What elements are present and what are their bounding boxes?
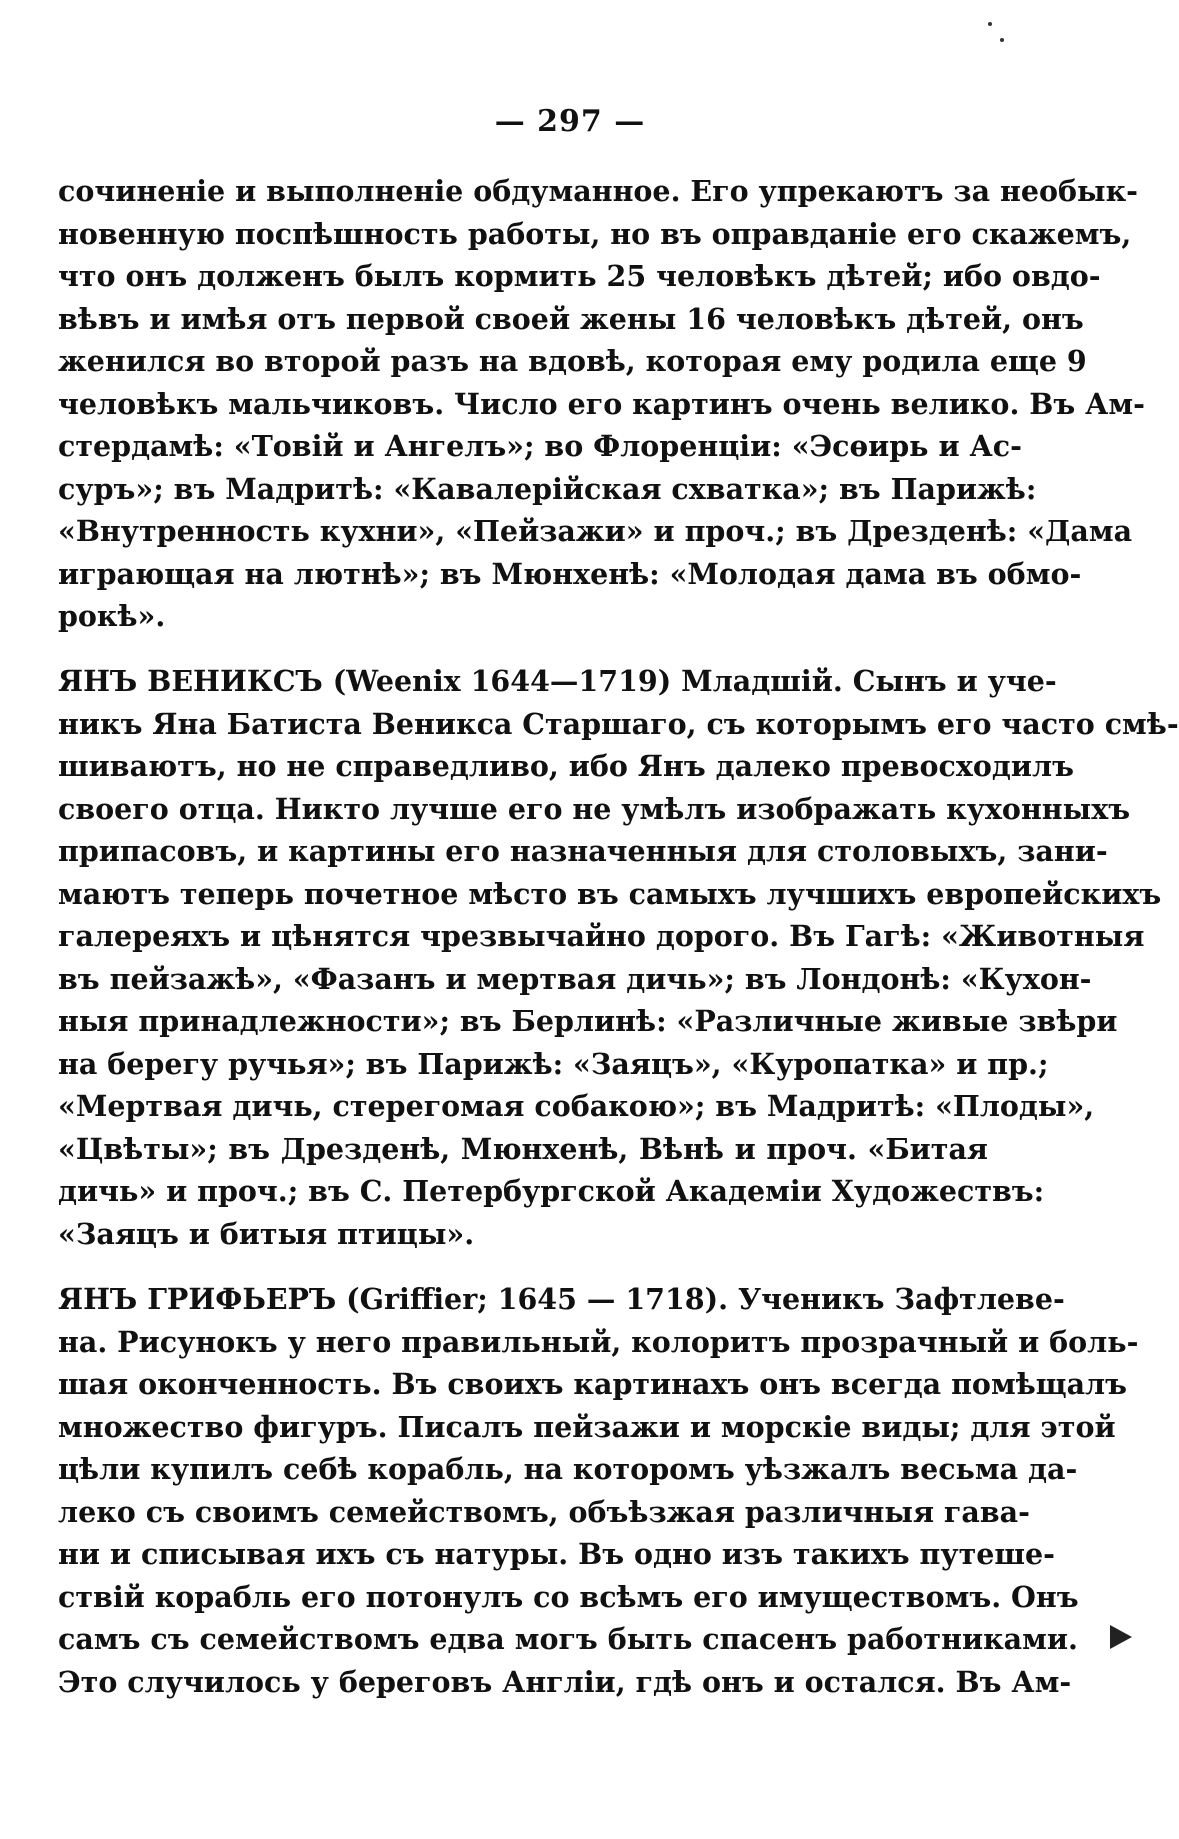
text-line: припасовъ, и картины его назначенныя для столовыхъ, зани-: [58, 834, 1108, 868]
text-line: дичь» и проч.; въ С. Петербургской Академіи Художествъ:: [58, 1174, 1045, 1208]
scan-speck: [988, 22, 992, 26]
text-line: вѣвъ и имѣя отъ первой своей жены 16 человѣкъ дѣтей, онъ: [58, 301, 1084, 336]
text-line: множество фигуръ. Писалъ пейзажи и морскіе виды; для этой: [58, 1409, 1116, 1444]
text-line: женился во второй разъ на вдовѣ, которая ему родила еще 9: [58, 344, 1087, 378]
text-line: галереяхъ и цѣнятся чрезвычайно дорого. Въ Гагѣ: «Животныя: [58, 919, 1145, 953]
text-line: ствій корабль его потонулъ со всѣмъ его имуществомъ. Онъ: [58, 1579, 1079, 1614]
text-line: своего отца. Никто лучше его не умѣлъ изображать кухонныхъ: [58, 791, 1131, 826]
text-line: играющая на лютнѣ»; въ Мюнхенѣ: «Молодая дама въ обмо-: [58, 556, 1082, 591]
text-line: леко съ своимъ семействомъ, объѣзжая различныя гава-: [58, 1494, 1030, 1529]
page-turn-arrow-icon: [1110, 1625, 1132, 1649]
text-line: что онъ долженъ былъ кормить 25 человѣкъ дѣтей; ибо овдо-: [58, 259, 1101, 293]
text-line: шая оконченность. Въ своихъ картинахъ онъ всегда помѣщалъ: [58, 1367, 1128, 1401]
text-line: ЯНЪ ГРИФЬЕРЪ (Griffier; 1645 — 1718). Ученикъ Зафтлеве-: [58, 1282, 1065, 1316]
text-line: стердамѣ: «Товій и Ангелъ»; во Флоренціи: «Эсѳирь и Ас-: [58, 429, 1022, 463]
paragraph-2: [58, 660, 1179, 1255]
text-line: человѣкъ мальчиковъ. Число его картинъ очень велико. Въ Ам-: [58, 386, 1145, 421]
text-line: въ пейзажѣ», «Фазанъ и мертвая дичь»; въ Лондонѣ: «Кухон-: [58, 961, 1092, 996]
text-line: «Цвѣты»; въ Дрезденѣ, Мюнхенѣ, Вѣнѣ и проч. «Битая: [58, 1131, 988, 1166]
text-line: никъ Яна Батиста Веникса Старшаго, съ которымъ его часто смѣ-: [58, 706, 1179, 741]
paragraph-3: [58, 1278, 1139, 1703]
text-line: цѣли купилъ себѣ корабль, на которомъ уѣзжалъ весьма да-: [58, 1452, 1078, 1486]
text-line: ЯНЪ ВЕНИКСЪ (Weenix 1644—1719) Младшій. Сынъ и уче-: [58, 664, 1057, 698]
text-line: «Заяцъ и битыя птицы».: [58, 1216, 475, 1251]
text-line: на берегу ручья»; въ Парижѣ: «Заяцъ», «Куропатка» и пр.;: [58, 1046, 1049, 1081]
page-number: — 297 —: [494, 104, 646, 139]
scan-speck: [1000, 38, 1004, 42]
text-line: самъ съ семействомъ едва могъ быть спасенъ работниками.: [58, 1622, 1078, 1656]
text-line: ныя принадлежности»; въ Берлинѣ: «Различные живые звѣри: [58, 1004, 1118, 1038]
text-line: рокѣ».: [58, 599, 166, 633]
text-line: «Внутренность кухни», «Пейзажи» и проч.; въ Дрезденѣ: «Дама: [58, 514, 1133, 548]
text-line: суръ»; въ Мадритѣ: «Кавалерійская схватка»; въ Парижѣ:: [58, 471, 1037, 506]
text-line: шиваютъ, но не справедливо, ибо Янъ далеко превосходилъ: [58, 749, 1074, 783]
text-line: маютъ теперь почетное мѣсто въ самыхъ лучшихъ европейскихъ: [58, 876, 1162, 911]
paragraph-1: [58, 170, 1145, 638]
text-line: на. Рисунокъ у него правильный, колоритъ прозрачный и боль-: [58, 1324, 1139, 1359]
text-line: «Мертвая дичь, стерегомая собакою»; въ Мадритѣ: «Плоды»,: [58, 1089, 1095, 1123]
text-line: Это случилось у береговъ Англіи, гдѣ онъ и остался. Въ Ам-: [58, 1664, 1072, 1699]
text-line: ни и списывая ихъ съ натуры. Въ одно изъ такихъ путеше-: [58, 1537, 1056, 1571]
text-line: сочиненіе и выполненіе обдуманное. Его упрекаютъ за необык-: [58, 174, 1138, 208]
text-line: новенную поспѣшность работы, но въ оправданіе его скажемъ,: [58, 216, 1132, 251]
